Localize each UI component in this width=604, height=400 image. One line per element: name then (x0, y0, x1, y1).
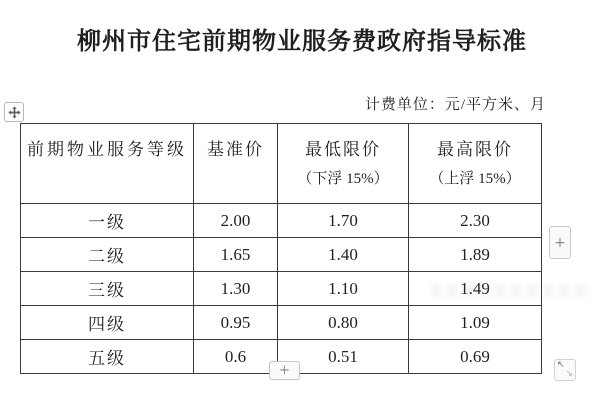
cell-min-price: 1.70 (278, 204, 409, 238)
plus-icon: + (279, 363, 290, 378)
arrow-nw-icon: ↖ (557, 360, 565, 370)
cell-base-price: 2.00 (194, 204, 278, 238)
table-row (21, 306, 542, 340)
fee-standard-table (20, 123, 542, 374)
col-header-service-level: 前期物业服务等级 (21, 124, 194, 204)
arrow-se-icon: ↘ (565, 369, 573, 379)
billing-unit-note: 计费单位：元/平方米、月 (364, 97, 546, 113)
cell-level: 三级 (21, 272, 194, 306)
header-row (21, 124, 542, 204)
cell-max-price: 1.09 (409, 306, 542, 340)
cell-level: 一级 (21, 204, 194, 238)
table-row (21, 204, 542, 238)
cell-max-price: 2.30 (409, 204, 542, 238)
cell-base-price: 0.6 (194, 340, 278, 374)
cell-max-price: 1.89 (409, 238, 542, 272)
cell-base-price: 1.65 (194, 238, 278, 272)
plus-icon: + (554, 234, 566, 251)
cell-base-price: 0.95 (194, 306, 278, 340)
cell-min-price: 1.10 (278, 272, 409, 306)
table-move-handle[interactable] (4, 102, 24, 122)
cell-level: 五级 (21, 340, 194, 374)
col-header-base-price: 基准价 (194, 124, 278, 204)
table-row (21, 272, 542, 306)
cell-base-price: 1.30 (194, 272, 278, 306)
cell-max-price: 1.49 (409, 272, 542, 306)
cell-max-price: 0.69 (409, 340, 542, 374)
table-resize-handle[interactable] (554, 359, 576, 381)
move-arrows-icon (8, 106, 21, 119)
cell-min-price: 0.51 (278, 340, 409, 374)
table-row (21, 238, 542, 272)
col-header-min-price: 最低限价 （下浮 15%） (278, 124, 409, 204)
add-row-button[interactable] (269, 361, 300, 380)
cell-level: 二级 (21, 238, 194, 272)
cell-level: 四级 (21, 306, 194, 340)
cell-min-price: 0.80 (278, 306, 409, 340)
add-column-button[interactable] (549, 226, 571, 259)
col-header-max-price: 最高限价 （上浮 15%） (409, 124, 542, 204)
page-title: 柳州市住宅前期物业服务费政府指导标准 (77, 29, 527, 55)
cell-min-price: 1.40 (278, 238, 409, 272)
